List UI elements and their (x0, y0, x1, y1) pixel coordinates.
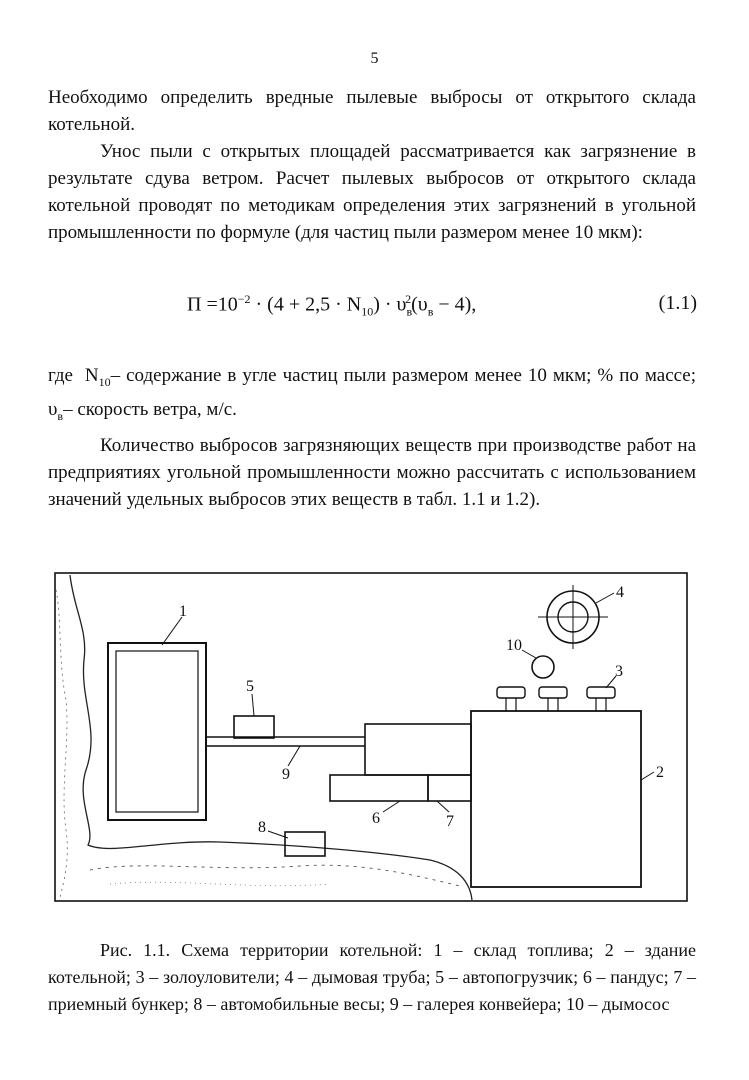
label-3: 3 (615, 663, 623, 680)
formula-part: =10 (201, 293, 238, 316)
fuel-storage-inner (116, 651, 198, 812)
formula-part: ) · υ (373, 293, 407, 316)
leader-line (522, 650, 536, 658)
label-4: 4 (616, 584, 624, 601)
terrain-texture (90, 865, 460, 886)
autoloader (234, 716, 274, 738)
leader-line (437, 801, 449, 812)
leader-line (288, 746, 300, 766)
label-10: 10 (506, 637, 522, 654)
where-prefix: где (48, 365, 73, 386)
label-5: 5 (246, 678, 254, 695)
boiler-house (471, 711, 641, 887)
figure-caption: Рис. 1.1. Схема территории котельной: 1 – склад топлива; 2 – здание котельной; 3 – золоуловители; 4 – дымовая труба; 5 – автопогрузчик; 6 – пандус; 7 – приемный бункер; 8 – автомобильные весы; 9 – галерея конвейера; 10 – дымосос (48, 940, 696, 1014)
symbol-v-description: – скорость ветра, м/с. (63, 398, 237, 420)
paragraph-2: Унос пыли с открытых площадей рассматривается как загрязнение в результате сдува ветром. Расчет пылевых выбросов от открытого склада котельной проводят по методикам определения этих загрязнений в угольной промышленности по формуле (для частиц пыли размером менее 10 мкм): (48, 141, 696, 243)
label-8: 8 (258, 819, 266, 836)
chimney (538, 585, 608, 649)
ash-collector (587, 687, 615, 711)
label-7: 7 (446, 813, 454, 830)
ash-collector (497, 687, 525, 711)
paragraph-3: Количество выбросов загрязняющих веществ при производстве работ на предприятиях угольной промышленности можно рассчитать с использованием значений удельных выбросов этих веществ в табл. 1.1 и 1.2). (48, 435, 696, 510)
symbol-n-description: – содержание в угле частиц пыли размером менее 10 мкм; % по массе; (110, 365, 696, 386)
formula-part: · (4 + 2,5 · N (250, 293, 362, 316)
leader-line (383, 801, 400, 812)
leader-line (596, 593, 614, 603)
label-1: 1 (179, 603, 187, 620)
symbol-v: υ (48, 398, 58, 420)
formula-part: (υ (411, 293, 428, 316)
formula-number: (1.1) (658, 292, 697, 314)
formula-subscript: в (427, 304, 434, 319)
label-2: 2 (656, 764, 664, 781)
leader-line (252, 694, 254, 716)
label-6: 6 (372, 810, 380, 827)
formula-lhs: П (187, 293, 202, 316)
smoke-exhauster (532, 656, 554, 678)
formula-superscript: 2 (405, 292, 412, 306)
receiving-bunker (428, 775, 471, 801)
paragraph-1: Необходимо определить вредные пылевые выбросы от открытого склада котельной. (48, 87, 696, 135)
fuel-storage (108, 643, 206, 820)
ramp (330, 775, 428, 801)
formula-exponent: −2 (237, 292, 251, 306)
symbol-v-sub: в (57, 408, 64, 423)
leader-line (641, 772, 654, 780)
formula-part: − 4), (433, 293, 477, 316)
formula-subscript: 10 (361, 304, 374, 319)
page-number: 5 (370, 50, 379, 67)
symbol-n-sub: 10 (98, 374, 111, 389)
terrain-texture (56, 590, 67, 898)
label-9: 9 (282, 766, 290, 783)
vehicle-scales (285, 832, 325, 856)
terrain-texture (110, 882, 330, 885)
leader-line (162, 617, 182, 645)
ash-collector (539, 687, 567, 711)
receiving-bunker-upper (365, 724, 471, 775)
formula-subscript: в (406, 304, 413, 319)
symbol-n: N (84, 365, 99, 386)
